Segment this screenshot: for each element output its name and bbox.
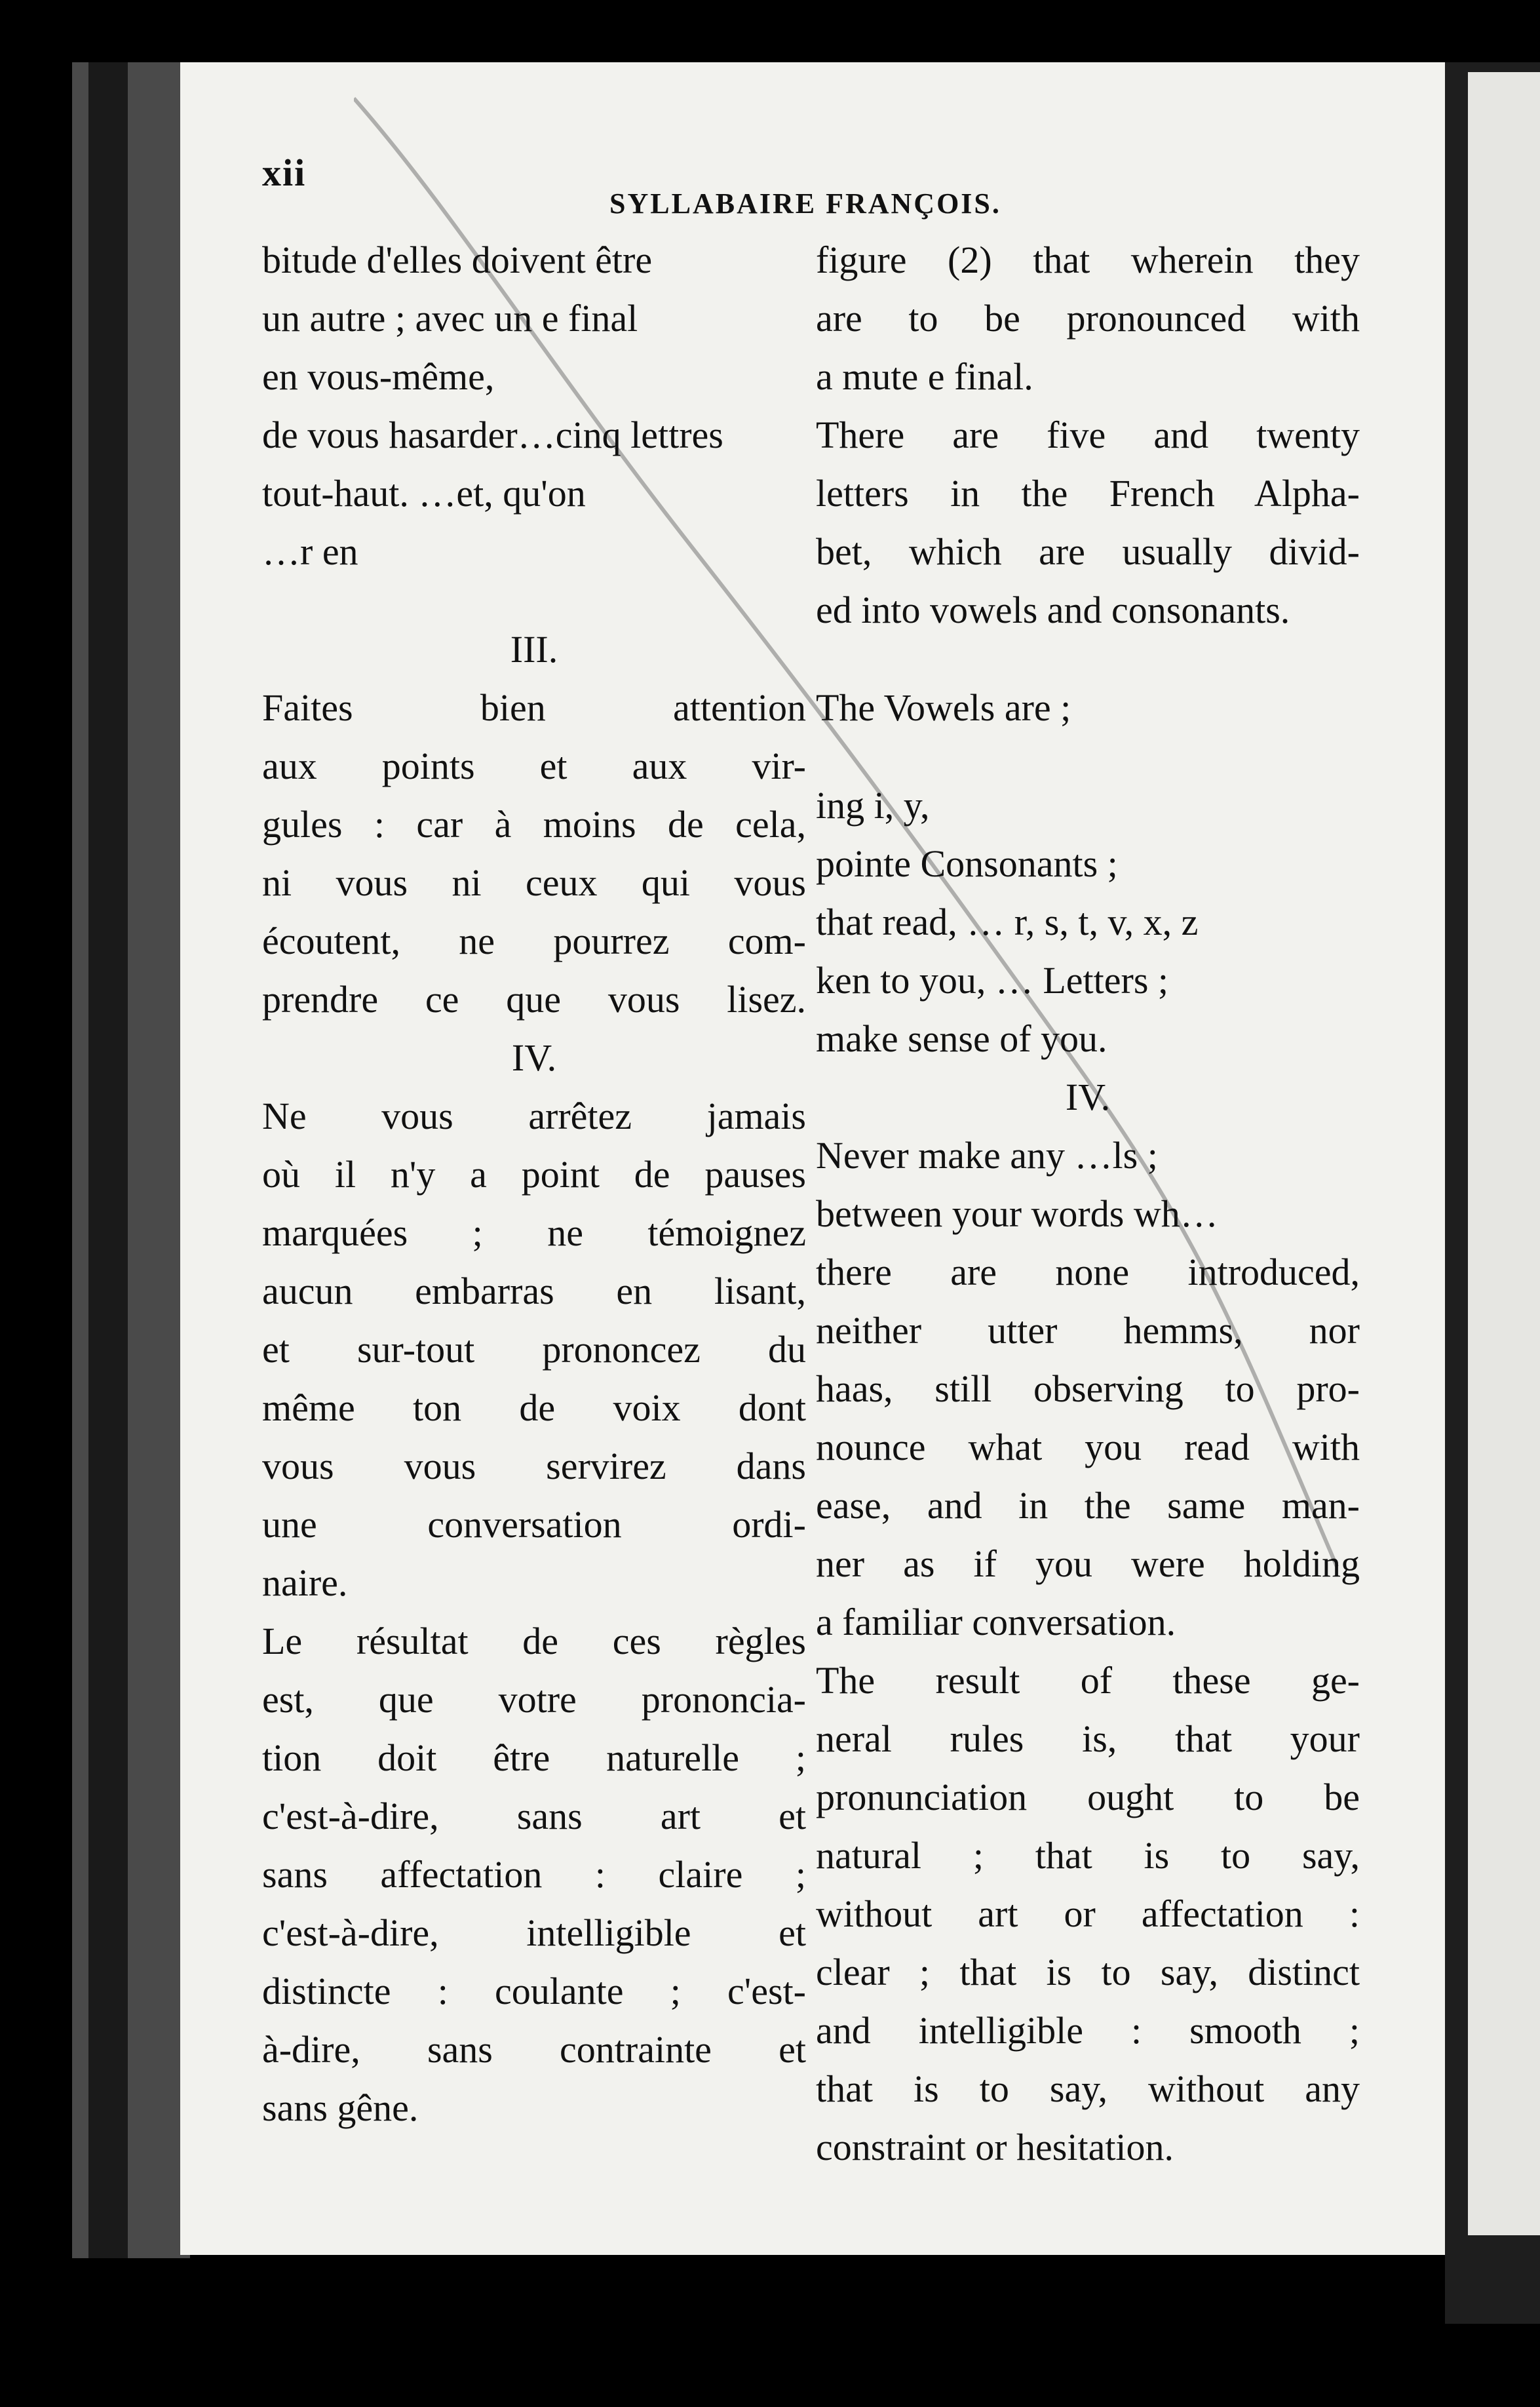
text-line: there are none introduced, [816,1251,1360,1293]
text-line: marquées ; ne témoignez [262,1211,806,1254]
text-line: pronunciation ought to be [816,1776,1360,1818]
adjacent-page [1468,72,1540,2235]
text-line: neither utter hemms, nor [816,1309,1360,1352]
text-line: ner as if you were holding [816,1542,1360,1585]
text-line: c'est-à-dire, intelligible et [262,1911,806,1954]
text-line: c'est-à-dire, sans art et [262,1795,806,1837]
section-heading: IV. [1065,1076,1111,1118]
text-line: Le résultat de ces règles [262,1620,806,1662]
text-line: distincte : coulante ; c'est- [262,1970,806,2012]
text-line: naire. [262,1561,348,1604]
text-line: The result of these ge- [816,1659,1360,1702]
text-line: sans affectation : claire ; [262,1853,806,1896]
running-title: SYLLABAIRE FRANÇOIS. [609,187,1001,220]
text-line: ease, and in the same man- [816,1484,1360,1527]
text-line: tout-haut. …et, qu'on [262,472,586,515]
text-line: vous vous servirez dans [262,1445,806,1487]
text-line: a mute e final. [816,355,1033,398]
text-line: et sur-tout prononcez du [262,1328,806,1371]
book-spine-shadow [88,62,128,2258]
text-line: …r en [262,530,358,573]
text-line: pointe Consonants ; [816,842,1118,885]
text-line: est, que votre prononcia- [262,1678,806,1721]
text-line: between your words wh… [816,1192,1218,1235]
text-line: Ne vous arrêtez jamais [262,1095,806,1137]
text-line: prendre ce que vous lisez. [262,978,806,1021]
text-line: There are five and twenty [816,414,1360,456]
text-line: ken to you, … Letters ; [816,959,1169,1002]
text-line: à-dire, sans contrainte et [262,2028,806,2071]
text-line: Faites bien attention [262,686,806,729]
text-line: haas, still observing to pro- [816,1367,1360,1410]
text-line: même ton de voix dont [262,1386,806,1429]
text-line: that is to say, without any [816,2067,1360,2110]
page-number: xii [262,151,307,194]
text-line: neral rules is, that your [816,1717,1360,1760]
text-line: aux points et aux vir- [262,745,806,787]
text-line: Never make any …ls ; [816,1134,1158,1177]
text-line: a familiar conversation. [816,1601,1176,1643]
section-heading: III. [510,628,558,671]
text-line: un autre ; avec un e final [262,297,638,340]
text-line: bet, which are usually divid- [816,530,1360,573]
text-line: constraint or hesitation. [816,2126,1174,2168]
english-column [816,231,1360,2176]
section-heading: IV. [511,1036,557,1079]
text-line: The Vowels are ; [816,686,1071,729]
text-line: gules : car à moins de cela, [262,803,806,846]
text-line: ing i, y, [816,784,930,827]
text-line: écoutent, ne pourrez com- [262,920,806,962]
french-column [262,231,806,2137]
text-line: bitude d'elles doivent être [262,239,653,281]
text-line: figure (2) that wherein they [816,239,1360,281]
text-line: tion doit être naturelle ; [262,1736,806,1779]
text-line: natural ; that is to say, [816,1834,1360,1877]
text-line: clear ; that is to say, distinct [816,1951,1360,1993]
text-line: où il n'y a point de pauses [262,1153,806,1196]
text-line: ni vous ni ceux qui vous [262,861,806,904]
text-line: aucun embarras en lisant, [262,1270,806,1312]
text-line: une conversation ordi- [262,1503,806,1546]
text-line: letters in the French Alpha- [816,472,1360,515]
text-line: and intelligible : smooth ; [816,2009,1360,2052]
text-line: ed into vowels and consonants. [816,589,1290,631]
text-line: sans gêne. [262,2086,419,2129]
text-line: that read, … r, s, t, v, x, z [816,901,1199,943]
text-line: nounce what you read with [816,1426,1360,1468]
text-line: make sense of you. [816,1017,1107,1060]
text-line: without art or affectation : [816,1892,1360,1935]
text-line: are to be pronounced with [816,297,1360,340]
text-line: en vous-même, [262,355,495,398]
text-line: de vous hasarder…cinq lettres [262,414,723,456]
